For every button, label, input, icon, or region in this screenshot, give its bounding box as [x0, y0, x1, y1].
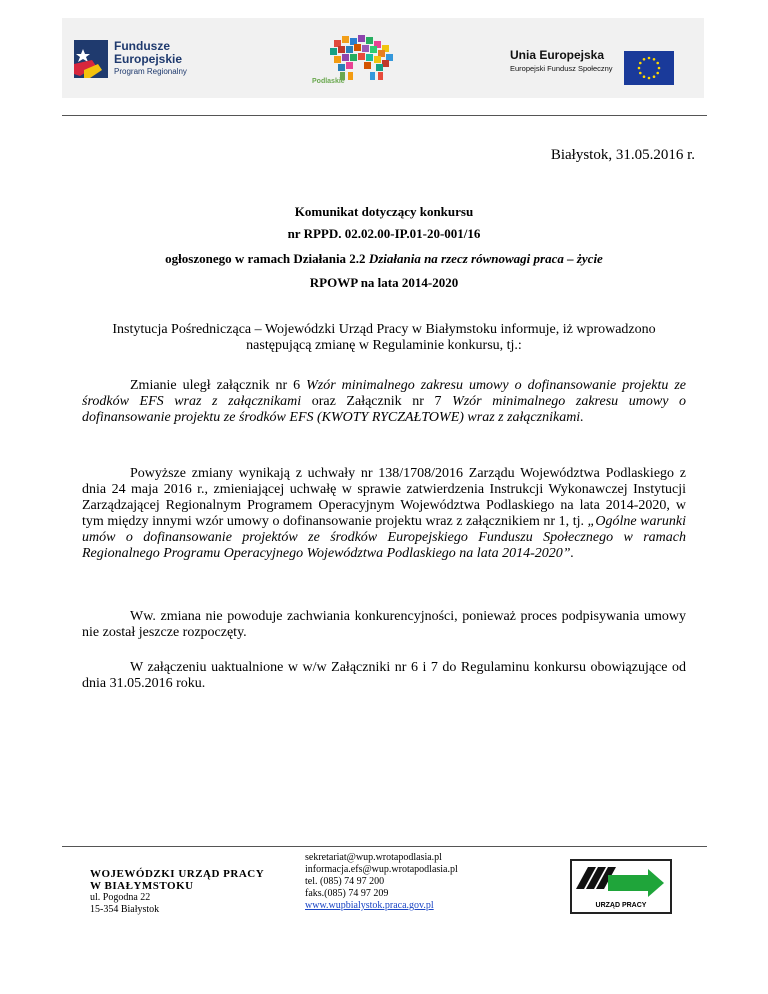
resolution-paragraph	[82, 466, 686, 562]
change-text-2: oraz Załącznik nr 7	[301, 394, 453, 409]
measure-prefix: ogłoszonego w ramach Działania 2.2	[165, 251, 369, 266]
measure-name: Działania na rzecz równowagi praca – życie	[368, 251, 603, 266]
footer-divider	[62, 846, 707, 847]
intro-paragraph: Instytucja Pośrednicząca – Wojewódzki Urząd Pracy w Białymstoku informuje, iż wprowadzono następującą zmianę w Regulaminie konkursu, tj.:	[112, 322, 656, 353]
eu-logo-text	[510, 48, 613, 74]
urzad-pracy-label: URZĄD PRACY	[595, 902, 647, 909]
footer-email-2[interactable]: informacja.efs@wup.wrotapodlasia.pl	[305, 864, 458, 875]
fundusze-europejskie-logo-icon	[74, 40, 108, 78]
header-divider	[62, 115, 707, 116]
footer-city: 15-354 Białystok	[90, 904, 160, 915]
footer-org-line1: WOJEWÓDZKI URZĄD PRACY	[90, 868, 265, 880]
announcement-title: Komunikat dotyczący konkursu	[294, 204, 474, 219]
header-logo-bar	[62, 18, 704, 98]
footer-fax: faks.(085) 74 97 209	[305, 888, 389, 899]
document-date: Białystok, 31.05.2016 r.	[550, 147, 695, 163]
podlaskie-logo-label: Podlaskie	[312, 78, 345, 85]
resolution-quote: „Ogólne warunki umów o dofinansowanie projektów ze środków Europejskiego Funduszu Społecznego w ramach Regionalnego Programu Operacyjnego Województwa Podlaskiego na lata 2014-2020”.	[82, 514, 687, 561]
footer-street: ul. Pogodna 22	[90, 892, 151, 903]
footer-contact	[305, 852, 458, 912]
attachments-paragraph: W załączeniu uaktualnione w w/w Załączniki nr 6 i 7 do Regulaminu konkursu obowiązujące od dnia 31.05.2016 roku.	[82, 660, 686, 691]
urzad-pracy-logo	[570, 859, 672, 914]
fe-logo-line1: Fundusze	[114, 39, 170, 53]
eu-logo-line1: Unia Europejska	[510, 48, 605, 62]
resolution-text: Powyższe zmiany wynikają z uchwały nr 138/1708/2016 Zarządu Województwa Podlaskiego z dnia 24 maja 2016 r., zmieniającej uchwałę w sprawie zatwierdzenia Instrukcji Wykonawczej Instytucji Zarządzającej Regionalnym Programem Operacyjnym Województwa Podlaskiego na lata 2014-2020, w tym między innymi wzór umowy o dofinansowanie projektu wraz z załącznikiem nr 1, tj.	[82, 466, 686, 529]
change-attachment-7: Wzór minimalnego zakresu umowy o dofinansowanie projektu ze środków EFS (KWOTY RYCZAŁTOWE) wraz z załącznikami.	[82, 394, 686, 425]
footer-org-line2: W BIAŁYMSTOKU	[90, 880, 194, 892]
change-attachment-6: Wzór minimalnego zakresu umowy o dofinansowanie projektu ze środków EFS wraz z załącznikami	[82, 378, 687, 409]
fe-logo-line2: Europejskie	[114, 52, 183, 66]
competition-paragraph: Ww. zmiana nie powoduje zachwiania konkurencyjności, ponieważ proces podpisywania umowy nie został jeszcze rozpoczęty.	[82, 609, 686, 640]
fundusze-europejskie-logo	[74, 32, 224, 82]
competition-number: nr RPPD. 02.02.00-IP.01-20-001/16	[287, 226, 481, 241]
urzad-pracy-logo-icon	[572, 861, 670, 901]
footer-website-link[interactable]: www.wupbialystok.praca.gov.pl	[305, 900, 434, 911]
eu-logo-line2: Europejski Fundusz Społeczny	[510, 64, 613, 73]
change-text-1: Zmianie uległ załącznik nr 6	[130, 378, 307, 393]
program-line: RPOWP na lata 2014-2020	[309, 275, 459, 290]
change-paragraph	[82, 378, 686, 426]
footer-address	[90, 868, 264, 916]
measure-line	[82, 251, 686, 267]
fe-logo-line3: Program Regionalny	[114, 67, 187, 76]
footer-phone: tel. (085) 74 97 200	[305, 876, 385, 887]
footer-email-1[interactable]: sekretariat@wup.wrotapodlasia.pl	[305, 852, 442, 863]
eu-flag-icon	[624, 51, 674, 85]
